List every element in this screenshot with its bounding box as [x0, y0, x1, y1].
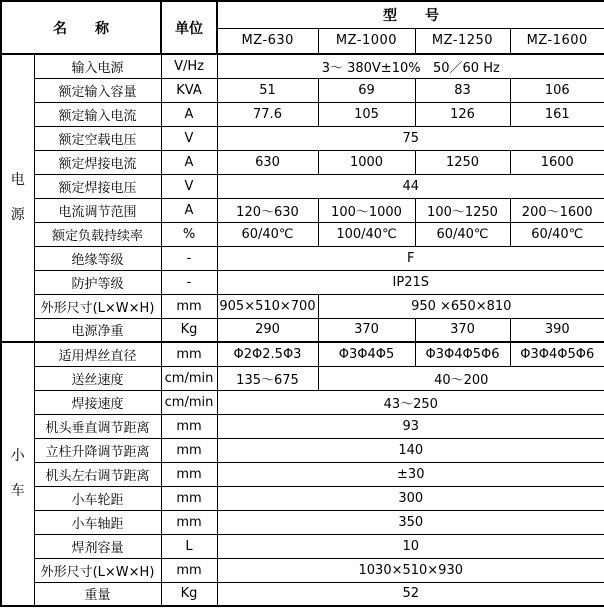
- spec-value: 1000: [318, 150, 415, 174]
- spec-unit: cm/min: [161, 366, 217, 390]
- spec-value: Φ2Φ2.5Φ3: [217, 342, 318, 366]
- spec-name: 适用焊丝直径: [34, 342, 161, 366]
- spec-row: [1, 198, 604, 222]
- header-name: 名 称: [1, 1, 161, 54]
- spec-name: 额定输入电流: [34, 102, 161, 126]
- spec-value: 100～1250: [415, 198, 510, 222]
- spec-row: [1, 390, 604, 414]
- spec-value: 40～200: [318, 366, 604, 390]
- spec-value: 290: [217, 318, 318, 342]
- spec-unit: A: [161, 150, 217, 174]
- spec-row: [1, 270, 604, 294]
- spec-value: 126: [415, 102, 510, 126]
- spec-unit: L: [161, 534, 217, 558]
- spec-value: 105: [318, 102, 415, 126]
- spec-row: [1, 510, 604, 534]
- spec-value: 905×510×700: [217, 294, 318, 318]
- group-label-char: 源: [10, 207, 25, 223]
- spec-value: 100/40℃: [318, 222, 415, 246]
- spec-value: 44: [217, 174, 604, 198]
- spec-row: [1, 462, 604, 486]
- spec-value: 75: [217, 126, 604, 150]
- group-label-carriage: [1, 342, 34, 606]
- spec-value: ±30: [217, 462, 604, 486]
- spec-unit: mm: [161, 342, 217, 366]
- group-label-char: 电: [10, 172, 25, 188]
- spec-name: 额定输入容量: [34, 78, 161, 102]
- spec-name: 绝缘等级: [34, 246, 161, 270]
- spec-row: [1, 54, 604, 78]
- spec-unit: %: [161, 222, 217, 246]
- spec-row: [1, 150, 604, 174]
- spec-row: [1, 438, 604, 462]
- spec-value: Φ3Φ4Φ5Φ6: [510, 342, 604, 366]
- spec-name: 外形尺寸(L×W×H): [34, 294, 161, 318]
- spec-name: 重量: [34, 582, 161, 606]
- spec-value: 140: [217, 438, 604, 462]
- spec-value: 77.6: [217, 102, 318, 126]
- model-mz-1250: MZ-1250: [415, 28, 510, 54]
- spec-name: 额定空载电压: [34, 126, 161, 150]
- spec-row: [1, 78, 604, 102]
- spec-unit: Kg: [161, 318, 217, 342]
- spec-name: 电流调节范围: [34, 198, 161, 222]
- spec-row: [1, 102, 604, 126]
- spec-row: [1, 246, 604, 270]
- spec-row: [1, 126, 604, 150]
- spec-value: 950 ×650×810: [318, 294, 604, 318]
- spec-name: 小车轴距: [34, 510, 161, 534]
- spec-name: 焊接速度: [34, 390, 161, 414]
- spec-row: [1, 318, 604, 342]
- spec-row: [1, 222, 604, 246]
- spec-value: 350: [217, 510, 604, 534]
- spec-row: [1, 366, 604, 390]
- spec-name: 电源净重: [34, 318, 161, 342]
- spec-value: 60/40℃: [217, 222, 318, 246]
- spec-unit: mm: [161, 414, 217, 438]
- spec-value: 390: [510, 318, 604, 342]
- spec-row: [1, 414, 604, 438]
- spec-value: 83: [415, 78, 510, 102]
- spec-value: 106: [510, 78, 604, 102]
- spec-row: [1, 582, 604, 606]
- spec-name: 额定负载持续率: [34, 222, 161, 246]
- spec-value: 93: [217, 414, 604, 438]
- spec-value: 1030×510×930: [217, 558, 604, 582]
- spec-value: 161: [510, 102, 604, 126]
- spec-value: F: [217, 246, 604, 270]
- spec-value: 51: [217, 78, 318, 102]
- spec-value: 370: [318, 318, 415, 342]
- spec-value: 120～630: [217, 198, 318, 222]
- group-label-power: [1, 54, 34, 342]
- spec-row: [1, 342, 604, 366]
- spec-value: Φ3Φ4Φ5: [318, 342, 415, 366]
- spec-unit: mm: [161, 510, 217, 534]
- spec-row: [1, 534, 604, 558]
- table-header: [1, 1, 604, 54]
- spec-unit: mm: [161, 294, 217, 318]
- spec-unit: mm: [161, 486, 217, 510]
- spec-name: 立柱升降调节距离: [34, 438, 161, 462]
- spec-value: 370: [415, 318, 510, 342]
- spec-value: 135～675: [217, 366, 318, 390]
- spec-value: 10: [217, 534, 604, 558]
- header-unit: 单位: [161, 1, 217, 54]
- group-label-char: 小: [10, 448, 25, 464]
- spec-name: 输入电源: [34, 54, 161, 78]
- spec-value: 1250: [415, 150, 510, 174]
- spec-unit: V: [161, 126, 217, 150]
- spec-name: 额定焊接电压: [34, 174, 161, 198]
- spec-value: 60/40℃: [510, 222, 604, 246]
- spec-unit: mm: [161, 558, 217, 582]
- spec-row: [1, 558, 604, 582]
- spec-unit: -: [161, 246, 217, 270]
- spec-row: [1, 294, 604, 318]
- header-row-1: [1, 1, 604, 28]
- spec-unit: KVA: [161, 78, 217, 102]
- spec-value: 69: [318, 78, 415, 102]
- spec-name: 送丝速度: [34, 366, 161, 390]
- spec-name: 小车轮距: [34, 486, 161, 510]
- spec-unit: Kg: [161, 582, 217, 606]
- spec-value: 3～ 380V±10% 50／60 Hz: [217, 54, 604, 78]
- group-label-char: 车: [10, 483, 25, 499]
- spec-value: 100～1000: [318, 198, 415, 222]
- spec-value: 60/40℃: [415, 222, 510, 246]
- spec-name: 外形尺寸(L×W×H): [34, 558, 161, 582]
- spec-table-body: [1, 54, 604, 606]
- spec-unit: mm: [161, 438, 217, 462]
- model-mz-630: MZ-630: [217, 28, 318, 54]
- spec-name: 焊剂容量: [34, 534, 161, 558]
- spec-value: Φ3Φ4Φ5Φ6: [415, 342, 510, 366]
- spec-unit: V: [161, 174, 217, 198]
- spec-unit: -: [161, 270, 217, 294]
- spec-row: [1, 174, 604, 198]
- header-model: 型 号: [217, 1, 604, 28]
- spec-value: 1600: [510, 150, 604, 174]
- spec-value: 200～1600: [510, 198, 604, 222]
- spec-unit: A: [161, 198, 217, 222]
- spec-unit: mm: [161, 462, 217, 486]
- spec-unit: A: [161, 102, 217, 126]
- spec-name: 额定焊接电流: [34, 150, 161, 174]
- spec-row: [1, 486, 604, 510]
- spec-value: IP21S: [217, 270, 604, 294]
- spec-value: 52: [217, 582, 604, 606]
- spec-value: 300: [217, 486, 604, 510]
- model-mz-1000: MZ-1000: [318, 28, 415, 54]
- spec-name: 机头左右调节距离: [34, 462, 161, 486]
- spec-unit: cm/min: [161, 390, 217, 414]
- spec-value: 43～250: [217, 390, 604, 414]
- spec-value: 630: [217, 150, 318, 174]
- model-mz-1600: MZ-1600: [510, 28, 604, 54]
- spec-unit: V/Hz: [161, 54, 217, 78]
- spec-name: 防护等级: [34, 270, 161, 294]
- spec-name: 机头垂直调节距离: [34, 414, 161, 438]
